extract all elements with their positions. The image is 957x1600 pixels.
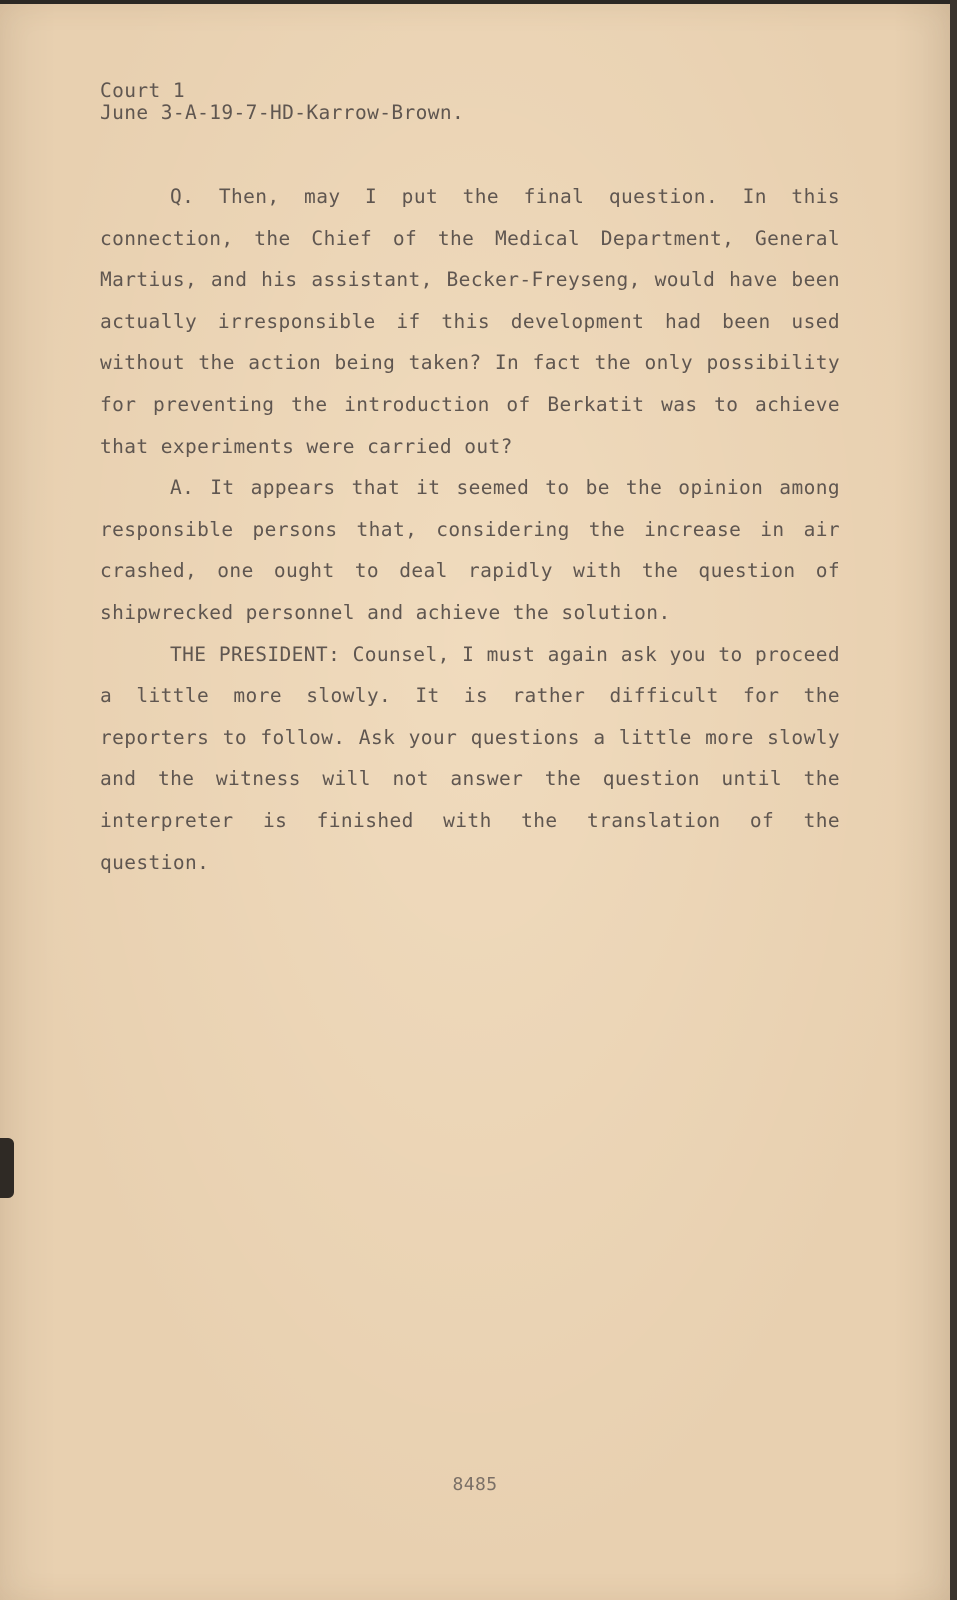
answer-paragraph: A. It appears that it seemed to be the opinion among responsible persons that, considering the increase in air crashed, one ought to deal rapidly with the question of shipwrecked personnel and achieve the solution. [100, 476, 840, 624]
header-session: June 3-A-19-7-HD-Karrow-Brown. [100, 101, 465, 124]
question-paragraph: Q. Then, may I put the final question. In this connection, the Chief of the Medical Department, General Martius, and his assistant, Becker-Freyseng, would have been actually irresponsible if this development had been used without the action being taken? In fact the only possibility for preventing the introduction of Berkatit was to achieve that experiments were carried out? [100, 185, 840, 458]
document-page [0, 4, 950, 1600]
header-court: Court 1 [100, 79, 185, 102]
page-number: 8485 [452, 1474, 498, 1495]
transcript-body [100, 176, 840, 883]
binding-mark [0, 1138, 14, 1198]
president-paragraph: THE PRESIDENT: Counsel, I must again ask you to proceed a little more slowly. It is rather difficult for the reporters to follow. Ask your questions a little more slowly and the witness will not answer the question until the interpreter is finished with the translation of the question. [100, 642, 840, 874]
document-header [100, 80, 464, 124]
page-edge-shadow [950, 0, 957, 1600]
